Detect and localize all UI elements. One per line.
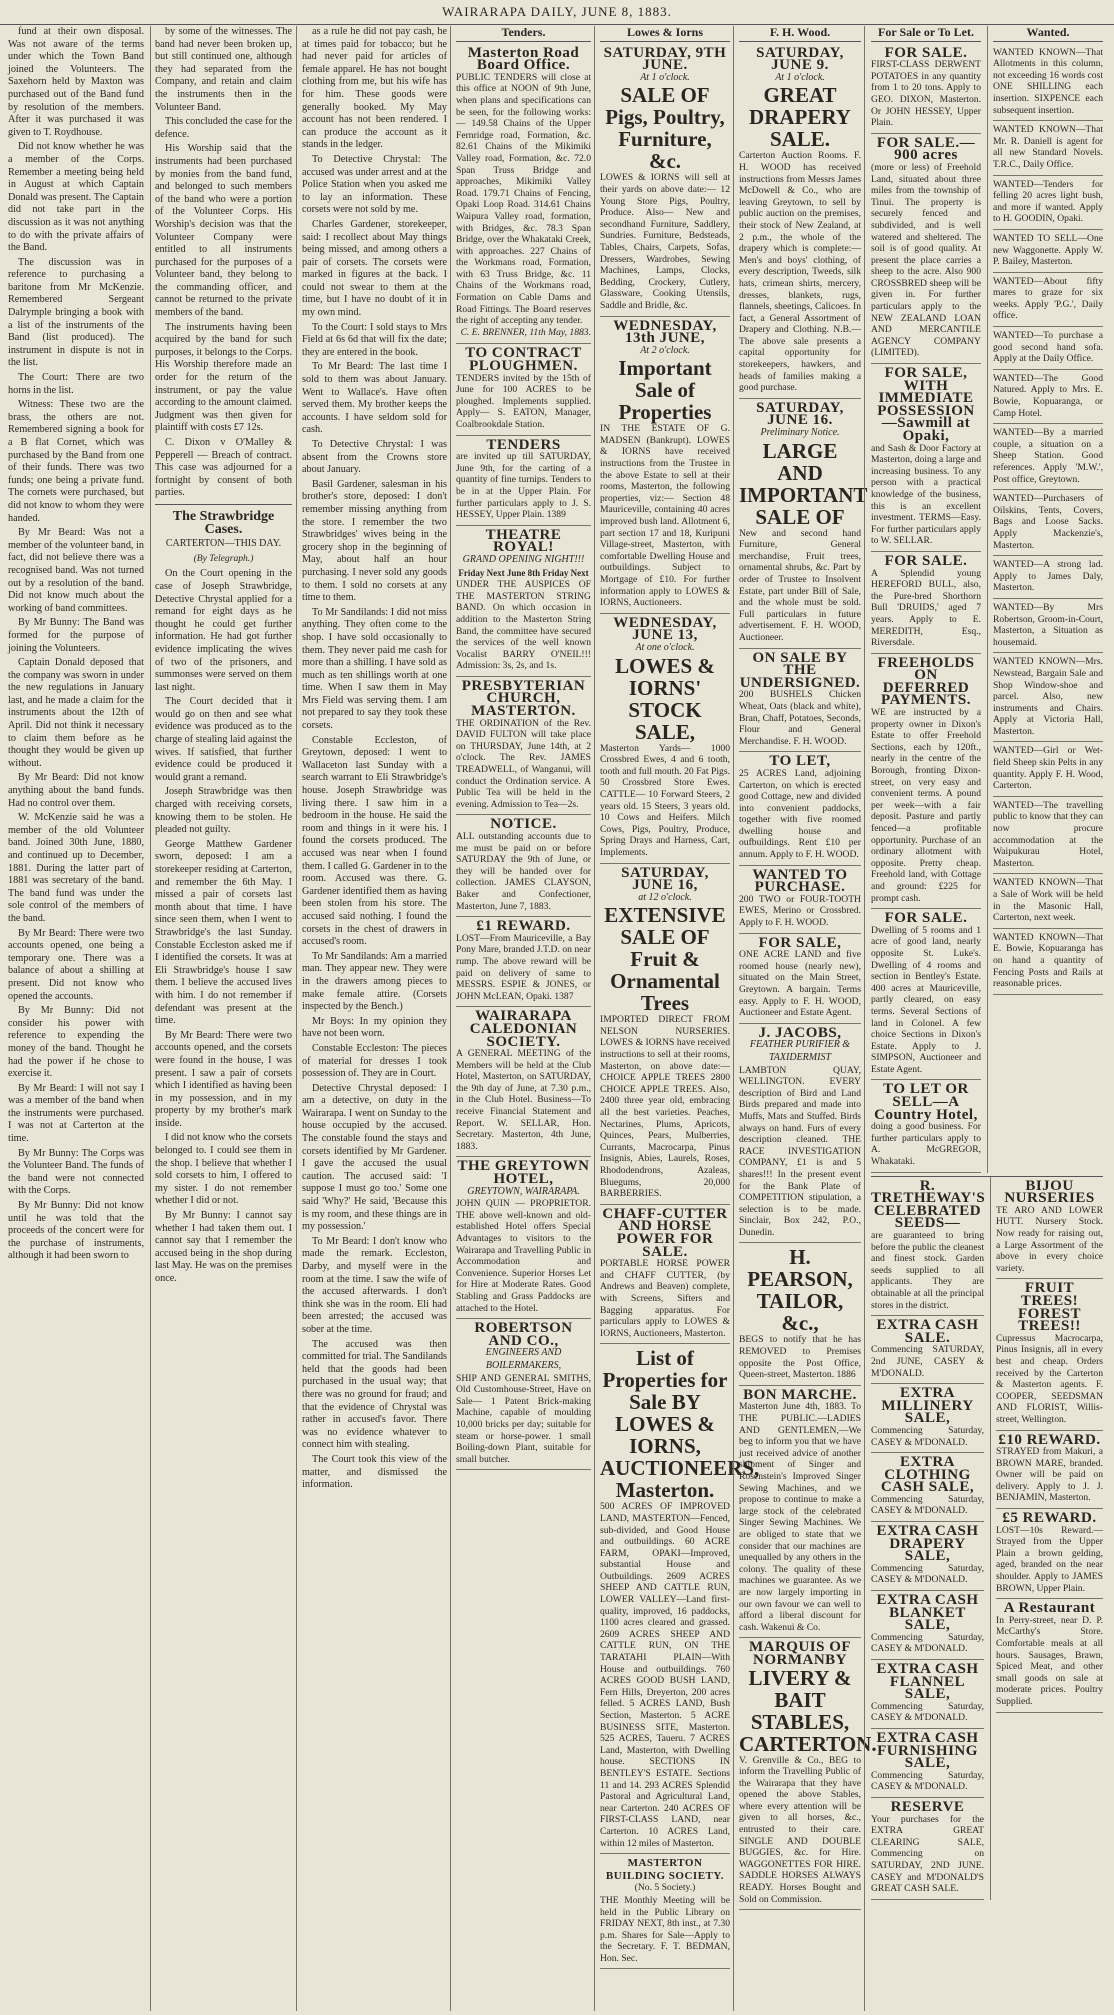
ad-text: Your purchases for the EXTRA GREAT CLEARING SALE, Commencing on SATURDAY, 2ND JUNE. CASEY and M'DONALD'S GREAT CASH SALE.	[871, 1813, 984, 1895]
ad-title: TO LET,	[769, 753, 831, 770]
ad-title: A Restaurant	[1003, 1600, 1096, 1617]
article-paragraph: To Mr Beard: I don't know who made the remark. Eccleston, Darby, and myself were in the room at the time. I saw the wife of the accused afterwards. I don't think she was in the room. Eli had been arrested; the accused was sober at the time.	[302, 1235, 447, 1335]
advertisement	[871, 909, 981, 1080]
ad-title: SATURDAY, JUNE 16,	[621, 864, 709, 894]
article-paragraph: as a rule he did not pay cash, he at times paid for tobacco; but he had never paid for articles of female apparel. He has not bought clothing from me, but his wife has for him. These goods were generally booked. My May account has not been rendered. I can produce the account as it stands in the ledger.	[302, 26, 447, 151]
column-heading: Wanted.	[993, 26, 1103, 42]
ad-subtitle: at 12 o'clock.	[638, 891, 692, 903]
ad-text: Cupressus Macrocarpa, Pinus Insignis, all in every best and cheap. Orders received by the Carterton & Masterton agents. F. COOPER, SEEDSMAN AND FLORIST, Willis-street, Wellington.	[996, 1332, 1103, 1425]
advertisement	[739, 44, 861, 399]
wanted-ad	[993, 929, 1103, 995]
ad-title: THEATRE ROYAL!	[485, 526, 562, 556]
advertisement	[871, 1316, 984, 1384]
article-paragraph: Mr Boys: In my opinion they have not been worn.	[302, 1015, 447, 1040]
article-paragraph: Basil Gardener, salesman in his brother's store, deposed: I don't remember missing anything from the store. I remember the two Strawbridges' wives being in the grocery shop in the beginning of May, about half an hour purchasing. I never sold any goods to them. I sold no corsets at any time to them.	[302, 478, 447, 604]
advertisement	[871, 1660, 984, 1729]
newspaper-page	[8, 26, 1108, 2011]
wanted-ad	[993, 273, 1103, 327]
ad-title: £1 REWARD.	[476, 918, 571, 935]
ad-title: TO CONTRACT PLOUGHMEN.	[465, 345, 582, 375]
ad-text: BEGS to notify that he has REMOVED to Premises opposite the Post Office, Queen-street, Masterton. 1886	[739, 1334, 861, 1381]
ad-text: Commencing Saturday, CASEY & M'DONALD.	[871, 1631, 984, 1655]
ad-title: WEDNESDAY, JUNE 13,	[613, 614, 717, 644]
ad-title: SATURDAY, JUNE 9.	[756, 44, 844, 74]
ad-title: Masterton Road Board Office.	[467, 44, 580, 74]
wanted-ad	[993, 424, 1103, 490]
wanted-text: WANTED—By a married couple, a situation on a Sheep Station. Good references. Apply 'M.W.', Post office, Greytown.	[993, 427, 1103, 485]
column-heading: For Sale or To Let.	[871, 26, 981, 42]
ad-text: Carterton Auction Rooms. F. H. WOOD has received instructions from Messrs James McDowell & Co., who are leaving Greytown, to sell by public auction on the premises, their stock of New Zealand, at 2 p.m., the whole of the drapery which is complete:— Men's and boys' clothing, of every description, Tweeds, silk hats, crimean shirts, mercery, dresses, blankets, rugs, flannels, sheetings, Calicoes. In fact, a General Assortment of Drapery and Clothing. N.B.—The above sale presents a capital opportunity for storekeepers, hawkers, and heads of families making a good purchase.	[739, 150, 861, 394]
article-paragraph: Detective Chrystal deposed: I am a detective, on duty in the Wairarapa. I went on Sunday to the house occupied by the accused. The constable found the stays and corsets identified by Mr Gardener. I gave the accused the usual caution. The accused said: 'I suppose I must go too.' Some one said 'Why?' He said, 'Because this is my room, and these things are in my possession.'	[302, 1082, 447, 1233]
ad-title: £10 REWARD.	[998, 1431, 1101, 1448]
advertisement	[456, 815, 591, 917]
article-paragraph: fund at their own disposal. Was not aware of the terms under which the Town Band joined the Volunteers. The Saxehorn held by Maxton was purchased out of the Band fund by resolution of the members. After it was purchased it was given to T. Roydhouse.	[8, 26, 144, 138]
ad-text: UNDER THE AUSPICES OF THE MASTERTON STRING BAND. On which occasion in addition to the Masterton String Band, the committee have secured the services of the well known Vocalist BARRY O'NEIL!!! Admission: 3s, 2s, and 1s.	[456, 579, 591, 672]
column-3	[296, 26, 447, 2011]
ad-title: FREEHOLDS ON DEFERRED PAYMENTS.	[877, 654, 975, 709]
article-paragraph: Did not know whether he was a member of the Corps. Remember a meeting being held in August at which Captain Donald was present. The Captain did not take part in the discussion as it was not anything to do with the private affairs of the Band.	[8, 141, 144, 254]
ad-title: TENDERS	[486, 436, 561, 453]
ad-title: ON SALE BY THE UNDERSIGNED.	[739, 649, 861, 691]
wanted-text: WANTED KNOWN—That Allotments in this column, not exceeding 16 words cost ONE SHILLING each insertion. SIXPENCE each subsequent insertion.	[993, 46, 1103, 116]
ad-title: FOR SALE.—900 acres	[876, 134, 976, 164]
ad-title: WAIRARAPA CALEDONIAN SOCIETY.	[469, 1008, 578, 1050]
column-heading: Lowes & Iorns	[600, 26, 730, 42]
article-paragraph: Constable Eccleston, of Greytown, deposed: I went to Wallaceton last Sunday with a search warrant to Eli Strawbridge's house. Joseph Strawbridge was living there. I saw him in a bedroom in the house. He said the room and things in it were his. I found the corsets produced. The accused was near when I found them. I called G. Gardener in to the room. Accused was there. G. Gardener identified them as having been stolen from his store. The accused said nothing. I found the corsets in the chest of drawers in accused's room.	[302, 734, 447, 948]
wanted-ad	[993, 230, 1103, 273]
ad-building-society	[600, 1854, 730, 1969]
ad-title: J. JACOBS,	[758, 1024, 842, 1041]
article-paragraph: George Matthew Gardener sworn, deposed: I am a storekeeper residing at Carterton, and remember the 6th May. I missed a pair of corsets last month about that time. I have since seen them, when I went to Strawbridge's the last Sunday. Constable Eccleston asked me if I identified the corsets. It was at Eli Strawbridge's house I saw them. I believe the accused lives with him. I do not remember if defendant was present at the time.	[155, 838, 292, 1027]
advertisement	[456, 917, 591, 1007]
ad-headline: Important Sale of Properties	[618, 356, 712, 425]
ad-title: FOR SALE,	[758, 934, 842, 951]
ad-title: PRESBYTERIAN CHURCH, MASTERTON.	[461, 677, 586, 720]
ad-text: A GENERAL MEETING of the Members will be held at the Club Hotel, Masterton, on SATURDAY, the 9th day of June, at 7.30 p.m., in the Club Hotel. Business—To receive Financial Statement and Report. W. SELLAR, Hon. Secretary. Masterton, 4th June, 1883.	[456, 1048, 591, 1152]
wanted-ad	[993, 44, 1103, 122]
advertisement	[871, 1453, 984, 1522]
advertisement	[739, 866, 861, 934]
ad-title: SATURDAY, JUNE 16.	[756, 399, 844, 429]
wanted-text: WANTED—Purchasers of Oilskins, Tents, Covers, Bags and Loose Sacks. Apply Mackenzie's, Masterton.	[993, 493, 1103, 551]
ad-text: and Sash & Door Factory at Masterton, doing a large and increasing business. To any person with a practical knowledge of the business, this is an excellent investment. TERMS—Easy. For further particulars apply to W. SELLAR.	[871, 442, 981, 547]
ad-text: LOST—From Mauriceville, a Bay Pony Mare, branded J.T.D. on near rump. The above reward will be paid on delivery of same to MESSRS. ESPIE & JONES, or JOHN McLEAN, Opaki. 1387	[456, 932, 591, 1002]
wanted-ad	[993, 327, 1103, 370]
article-paragraph: To Mr Sandilands: Am a married man. They appear new. They were in the drawers among pieces to make female attire. (Corsets inspected by the Bench.)	[302, 950, 447, 1013]
advertisement	[600, 44, 730, 317]
ad-title: THE GREYTOWN HOTEL,	[457, 1158, 590, 1188]
advertisement	[739, 1638, 877, 1910]
ad-title: EXTRA MILLINERY SALE,	[881, 1385, 974, 1427]
ad-title: EXTRA CASH FLANNEL SALE,	[876, 1661, 979, 1703]
ad-text: LOWES & IORNS will sell at their yards on above date:— 12 Young Store Pigs, Poultry, Produce. Also— New and secondhand Furniture, Saddlery, Sundries. Furniture, Bedsteads, Tables, Chairs, Carpets, Sofas, Dressers, Wardrobes, Sewing Machines, Lamps, Clocks, Bedding, Crockery, Cutlery, Glassware, Cooking Utensils, Saddle and Bridle, &c.	[600, 172, 730, 311]
ad-text: Commencing Saturday, CASEY & M'DONALD.	[871, 1700, 984, 1724]
wanted-text: WANTED—By Mrs Robertson, Groom-in-Court, Masterton, a Situation as housemaid.	[993, 601, 1103, 648]
ad-title: MASTERTON BUILDING SOCIETY.	[605, 1857, 725, 1882]
advertisement	[871, 1798, 984, 1900]
ad-text: (more or less) of Freehold Land, situated about three miles from the township of Tinui. The property is securely fenced and subdivided, and is well watered and sheltered. The soil is of good quality. At present the place carries a sheep to the acre. Also 900 CROSSBRED sheep will be given in. For further particulars apply to the NEW ZEALAND LOAN AND MERCANTILE AGENCY COMPANY (LIMITED).	[871, 161, 981, 359]
wanted-ad	[993, 176, 1103, 230]
advertisement	[600, 614, 730, 864]
article-subheading: CARTERTON—THIS DAY.	[165, 538, 282, 550]
ad-title: EXTRA CASH FURNISHING SALE,	[876, 1729, 979, 1772]
article-byline: (By Telegraph.)	[193, 552, 254, 564]
ad-title: FOR SALE.	[884, 44, 968, 61]
advertisement	[871, 1729, 984, 1798]
ad-subtitle: At 1 o'clock.	[640, 71, 690, 83]
wanted-text: WANTED—The travelling public to know that they can now procure accommodation at the Waipukurau Hotel, Masterton.	[993, 799, 1103, 869]
ad-text: 200 BUSHELS Chicken Wheat, Oats (black and white), Bran, Chaff, Potatoes, Seconds, Flour and General Merchandise. F. H. WOOD.	[739, 689, 861, 747]
advertisement	[996, 1431, 1103, 1510]
ad-headline: SALE OF Pigs, Poultry, Furniture, &c.	[605, 83, 725, 174]
wanted-text: WANTED KNOWN—Mrs. Newstead, Bargain Sale and Shop Window-shoe and parcel. Also, new instruments and Chairs. Apply at Victoria Hall, Masterton.	[993, 656, 1103, 737]
advertisement	[739, 1243, 861, 1385]
article-paragraph: By Mr Beard: There were two accounts opened, and the corsets were found in the house, I was present. I saw a pair of corsets which I identified as having been in my possession, and in my property by my brother's mark inside.	[155, 1029, 292, 1129]
ad-text: doing a good business. For further particulars apply to A. McGREGOR, Whakataki.	[871, 1121, 981, 1168]
ad-subtitle: GRAND OPENING NIGHT!!!	[462, 553, 585, 565]
ad-subtitle: (No. 5 Society.)	[634, 1882, 696, 1894]
ad-text: In Perry-street, near D. P. McCarthy's Store. Comfortable meals at all hours. Sausages, Brawn, Spiced Meat, and other small goods on sale at moderate prices. Poultry Supplied.	[996, 1614, 1103, 1707]
ad-text: New and second hand Furniture, General merchandise, Fruit trees, ornamental shrubs, &c. Part by order of Trustee to Insolvent Estate, part under Bill of Sale, and the whole must be sold. Full particulars in future advertisement. F. H. WOOD, Auctioneer.	[739, 527, 861, 643]
ad-subtitle: FEATHER PURIFIER & TAXIDERMIST	[749, 1039, 851, 1063]
ad-text: Commencing Saturday, CASEY & M'DONALD.	[871, 1769, 984, 1793]
ad-title: EXTRA CASH DRAPERY SALE,	[876, 1523, 979, 1565]
ad-title: RESERVE	[890, 1798, 965, 1815]
ad-text: 200 TWO or FOUR-TOOTH EWES, Merino or Crossbred. Apply to F. H. WOOD.	[739, 893, 861, 929]
ad-title: BON MARCHE.	[743, 1386, 857, 1403]
ad-title: WANTED TO PURCHASE.	[752, 866, 848, 896]
ad-text: 25 ACRES Land, adjoining Carterton, on which is erected good Cottage, new and divided into convenient paddocks, together with five roomed dwelling house and oufbuildings. Rent £10 per annum. Apply to F. H. WOOD.	[739, 767, 861, 861]
article-paragraph: This concluded the case for the defence.	[155, 116, 293, 140]
advertisement	[871, 44, 981, 134]
article-paragraph: I did not know who the corsets belonged to. I could see them in the shop. I believe that whether I sold corsets to him, I offered to my sister. I do not remember whether I did or not.	[155, 1132, 292, 1207]
advertisement	[871, 134, 981, 364]
advertisement	[996, 1509, 1103, 1599]
wanted-text: WANTED TO SELL—One new Waggonette. Apply W. P. Bailey, Masterton.	[993, 232, 1103, 268]
ad-title: TO LET OR SELL—A Country Hotel,	[874, 1081, 978, 1123]
ad-headline: LOWES & IORNS' STOCK SALE,	[615, 653, 715, 744]
advertisement	[871, 1522, 984, 1591]
ad-title: EXTRA CASH BLANKET SALE,	[876, 1592, 979, 1634]
ad-title: SATURDAY, 9TH JUNE.	[603, 44, 727, 74]
article-paragraph: His Worship said that the instruments had been purchased by monies from the band fund, and belonged to such members of the band who were a portion of the Volunteer Corps. His Worship's decision was that the Volunteer Company were entitled to all instruments purchased for the purposes of a Volunteer band, they belong to the commanding officer, and cannot be returned to the private members of the band.	[155, 143, 292, 319]
ad-signature: C. E. BRENNER, 11th May, 1883.	[460, 326, 591, 338]
ad-text: FIRST-CLASS DERWENT POTATOES in any quantity from 1 to 20 tons. Apply to GEO. DIXON, Masterton. Or JOHN HESSEY, Upper Plain.	[871, 59, 981, 129]
ad-title: EXTRA CLOTHING CASH SALE,	[880, 1454, 975, 1496]
advertisement	[456, 677, 591, 816]
article-paragraph: By Mr Beard: There were two accounts opened, one being a temporary one. There was a balance of about a shilling at present. Did not know who opened the accounts.	[8, 927, 144, 1002]
ad-title: MARQUIS OF NORMANBY	[748, 1639, 852, 1668]
ad-headline: EXTENSIVE SALE OF Fruit & Ornamental Trees	[604, 903, 726, 1016]
article-paragraph: To Mr Sandilands: I did not miss anything. They often come to the shop. I have sold occasionally to them. They never paid me cash for more than a shilling. I have sold as much as ten shillings worth at one time. When I saw them in May Mrs Field was serving them. I am not prepared to say they took these corsets.	[302, 606, 447, 732]
ad-headline: LARGE AND IMPORTANT SALE OF	[739, 438, 868, 529]
advertisement	[871, 1384, 984, 1453]
article-paragraph: On the Court opening in the case of Joseph Strawbridge, Detective Chrystal applied for a remand for eight days as he thought he could get further information. He had got further evidence implicating the wives of two of the prisoners, and summonses were served on them last night.	[155, 568, 292, 693]
ad-title: CHAFF-CUTTER AND HORSE POWER FOR SALE.	[602, 1205, 728, 1260]
article-paragraph: To Detective Chrystal: I was absent from the Crowns store about January.	[302, 439, 447, 476]
ad-subtitle: ENGINEERS AND BOILERMAKERS,	[485, 1347, 562, 1371]
article-paragraph: To Mr Beard: The last time I sold to them was about January. Went to Wallace's. Have often served them. My brother keeps the accounts. I have seldom sold for cash.	[302, 361, 447, 436]
wanted-text: WANTED—Tenders for felling 20 acres light bush, and more if wanted. Apply to H. GOODIN, Opaki.	[993, 178, 1103, 225]
column-1	[8, 26, 144, 2011]
ad-title: WEDNESDAY, 13th JUNE,	[613, 317, 717, 347]
advertisement	[739, 752, 861, 865]
column-heading: F. H. Wood.	[739, 26, 861, 42]
ad-text: LAMBTON QUAY, WELLINGTON. EVERY description of Bird and Land Birds prepared and made into Muffs, Mats and Stuffed. Birds always on hand. Furs of every description cleaned. THE RACE INVESTIGATION COMPANY, £1 is and 5 shares!!! In the present event for the Bank Plate of COMPETITION stipulation, a selection is to be made. Sinclair, Box 242, P.O., Dunedin.	[739, 1064, 861, 1238]
wanted-section	[987, 26, 1103, 1173]
ad-text: are guaranteed to bring before the public the cleanest and finest stock. Garden seeds supplied to all applicants. They are obtainable at all the principal stores in the district.	[871, 1230, 984, 1311]
ad-text: THE Monthly Meeting will be held in the Public Library on FRIDAY NEXT, 8th inst., at 7.30 p.m. Shares for Sale—Apply to the Secretary. F. T. BEDMAN, Hon. Sec.	[600, 1894, 730, 1964]
advertisement	[456, 1157, 591, 1319]
ad-text: IN THE ESTATE OF G. MADSEN (Bankrupt). LOWES & IORNS have received instructions from the Trustee in the above Estate to sell at their rooms, Masterton, the following properties, viz:— Section 48 Mauriceville, containing 40 acres improved bush land. Allotment 6, part section 17 and 18, Kuripuni Village-street, Masterton, with comfortable Dwelling House and outbuildings. Subject to Mortgage of £10. For further information apply to LOWES & IORNS, Auctioneers.	[600, 423, 730, 609]
advertisement	[739, 1386, 861, 1638]
wanted-ad	[993, 874, 1103, 928]
advertisement	[996, 1279, 1103, 1430]
wanted-ad	[993, 742, 1103, 796]
article-paragraph: Constable Eccleston: The pieces of material for dresses I took possession of. They are in Court.	[302, 1042, 447, 1080]
ad-text: TE ARO AND LOWER HUTT. Nursery Stock. Now ready for raising out, a Large Assortment of the above in every choice variety.	[996, 1204, 1103, 1274]
ad-text: A Splendid young HEREFORD BULL, also, the Pure-bred Shorthorn Bull 'DRUIDS,' aged 7 years. Apply to E. MEREDITH, Esq., Riversdale.	[871, 567, 981, 649]
ad-title: R. TRETHEWAY'S CELEBRATED SEEDS—	[871, 1177, 986, 1232]
advertisement	[739, 649, 861, 753]
ad-text: Masterton Yards— 1000 Crossbred Ewes, 4 and 6 tooth, tooth and full mouth. 20 Fat Pigs. 50 Crossbred Store Ewes. CATTLE— 10 Forward Steers, 2 years old. 15 Steers, 3 years old. 10 Cows and Heifers. Milch Cows, Pigs, Poultry, Produce, Spring Drays and Harness, Cart, Implements.	[600, 742, 730, 858]
article-paragraph: By Mr Bunny: The Corps was the Volunteer Band. The funds of the band were not connected with the Corps.	[8, 1147, 144, 1197]
ad-text: Commencing Saturday, CASEY & M'DONALD.	[871, 1562, 984, 1586]
article-paragraph: By Mr Bunny: I cannot say whether I had taken them out. I cannot say that I remember the accused being in the shop during last May. He was on the premises once.	[155, 1210, 292, 1284]
ad-text: are invited up till SATURDAY, June 9th, for the carting of a quantity of fine turnips. Tenders to be in at the Upper Plain. For further particulars apply to J. S. HESSEY, Upper Plain. 1389	[456, 451, 591, 521]
advertisement	[600, 864, 730, 1205]
ad-text: Dwelling of 5 rooms and 1 acre of good land, nearly opposite St. Luke's. Dwelling of 4 rooms and section in Bentley's Estate. 400 acres at Mauriceville, partly cleared, on easy terms. Several Sections of land in Colonel. A few choice Sections in Dixon's Estate. Apply to J. SIMPSON, Auctioneer and Estate Agent.	[871, 924, 981, 1075]
article-paragraph: To the Court: I sold stays to Mrs Field at 6s 6d that will fix the date; they are entered in the book.	[302, 321, 447, 358]
nursery-section	[990, 1177, 1103, 1900]
article-heading: The Strawbridge Cases.	[172, 508, 275, 537]
ad-text: ONE ACRE LAND and five roomed house (nearly new), situated on the Main Street, Greytown. A bargain. Terms easy. Apply to F. H. WOOD, Auctioneer and Estate Agent.	[739, 949, 861, 1019]
wanted-text: WANTED—Girl or Wet-field Sheep skin Pelts in any quantity. Apply F. H. Wood, Carterton.	[993, 745, 1103, 792]
advertisement	[739, 399, 868, 649]
casey-mdonald-section	[871, 1177, 984, 1900]
article-paragraph: Witness: These two are the brass, the others are not. Remembered signing a book for a B flat Cornet, which was purchased by the Band from one of their funds. There was two funds; one being a private fund. The cornets were purchased, but did not know to whom they were handed.	[8, 399, 144, 524]
column-5-lowes-iorns	[594, 25, 760, 2011]
article-paragraph: Charles Gardener, storekeeper, said: I recollect about May things being missed, and among others a pair of corsets. The corsets were marked in figures at the back. I could not swear to them at the time, but I have no doubt of it in my own mind.	[302, 218, 447, 319]
article-paragraph: To Detective Chrystal: The accused was under arrest and at the Police Station when you asked me to lay an information. These corsets were not sold by me.	[302, 153, 447, 216]
ad-title: EXTRA CASH SALE.	[876, 1317, 979, 1346]
advertisement	[996, 1177, 1103, 1280]
article-paragraph: The instruments having been acquired by the band for such purposes, it belongs to the Corps. His Worship therefore made an order for the return of the instrument, or pay the value according to the amount claimed. Judgment was then given for plaintiff with costs £7 12s.	[155, 321, 292, 434]
article-paragraph: W. McKenzie said he was a member of the old Volunteer band. Joined 30th June, 1880, and continued up to December, 1881. During the latter part of 1881 was secretary of the band. The band fund was under the sole control of the members of the band.	[8, 812, 144, 924]
wanted-text: WANTED—The Good Natured. Apply to Mrs. E. Bowie, Kopuaranga, or Camp Hotel.	[993, 372, 1103, 419]
ad-subtitle: At 2 o'clock.	[640, 344, 690, 356]
article-paragraph: By Mr Beard: Did not know anything about the band funds. Had no control over them.	[8, 772, 144, 809]
advertisement	[871, 1080, 981, 1172]
advertisement	[996, 1599, 1103, 1712]
article-paragraph: C. Dixon v O'Malley & Pepperell — Breach of contract. This case was adjourned for a fortnight by consent of both parties.	[155, 437, 292, 499]
ad-text: Commencing Saturday, CASEY & M'DONALD.	[871, 1493, 984, 1517]
wanted-text: WANTED—About fifty mares to graze for six weeks. Apply 'P.G.', Daily office.	[993, 275, 1103, 322]
ad-title: FOR SALE, WITH IMMEDIATE POSSESSION—Sawmill at Opaki,	[877, 365, 975, 444]
ad-text: SHIP AND GENERAL SMITHS, Old Customhouse-Street, Have on Sale— 1 Patent Brick-making Machine, capable of moulding 10,000 bricks per day; suitable for steam or horse-power. 1 small Boiling-down Plant, suitable for small butcher.	[456, 1372, 591, 1465]
ad-headline: LIVERY & BAIT STABLES, CARTERTON.	[739, 1665, 877, 1756]
advertisement	[739, 934, 861, 1024]
article-paragraph: By Mr Beard: I will not say I was a member of the band when the instruments were purchased. I was not at Carterton at the time.	[8, 1082, 144, 1145]
ad-title: FRUIT TREES! FOREST TREES!!	[1017, 1280, 1081, 1335]
wanted-text: WANTED KNOWN—That a Sale of Work will be held in the Masonic Hall, Carterton, next week.	[993, 877, 1103, 924]
wanted-ad	[993, 490, 1103, 556]
ad-subtitle: GREYTOWN, WAIRARAPA.	[467, 1185, 580, 1197]
ad-title: £5 REWARD.	[1002, 1510, 1097, 1527]
column-6-fh-wood	[733, 25, 877, 2011]
advertisement	[456, 344, 591, 435]
ad-text: ALL outstanding accounts due to me must be paid on or before SATURDAY the 9th of June, or they will be handed over for collection. JAMES CLAYSON, Baker and Confectioner, Masterton, June 7, 1883.	[456, 831, 591, 912]
ad-text: Masterton June 4th, 1883. To THE PUBLIC.—LADIES AND GENTLEMEN,—We beg to inform you that we have just received advice of another shipment of Singer and Rosenstein's Improved Singer Sewing Machines, and we propose to continue to make a large stock of the celebrated Singer Sewing Machines. We are obliged to state that we consider that our machines are unequalled by any others in the colony. The quality of these machines we guarantee. As we are now largely importing in our own favour we can well to afford a liberal discount for cash. Wakenui & Co.	[739, 1401, 861, 1633]
column-heading: Tenders.	[456, 26, 591, 42]
ad-text: PORTABLE HORSE POWER and CHAFF CUTTER, (by Andrews and Beaven) complete, with Screens, Sifters and Bagging apparatus. For particulars apply to LOWES & IORNS, Auctioneers, Masterton.	[600, 1258, 730, 1339]
ad-subtitle: Preliminary Notice.	[760, 427, 840, 439]
article-paragraph: Captain Donald deposed that the company was sworn in under the new regulations in January last, and he made a claim for the instruments about the 12th of April. Did not think it necessary to claim them before as he thought they would be given up without.	[8, 657, 144, 769]
article-paragraph: By Mr Bunny: The Band was formed for the purpose of joining the Volunteers.	[8, 617, 144, 654]
wanted-ad	[993, 797, 1103, 875]
wanted-text: WANTED KNOWN—That E. Bowie, Kopuaranga has on hand a quantity of Fencing Posts and Rails at reasonable prices.	[993, 931, 1103, 990]
article-paragraph: The discussion was in reference to purchasing a baritone from Mr McKenzie. Remembered Sergeant Dalrymple bringing a book with a list of the instruments of the Band (list produced). The instrument in dispute is not in the list.	[8, 256, 144, 369]
advertisement	[871, 552, 981, 654]
advertisement	[456, 1319, 591, 1470]
wanted-ad	[993, 653, 1103, 742]
column-4-tenders	[450, 26, 591, 2011]
advertisement	[456, 1007, 591, 1157]
ad-dates: Friday Next June 8th Friday Next	[458, 567, 589, 578]
article-paragraph: The Court: There are two horns in the list.	[8, 372, 144, 396]
article-paragraph: By Mr Bunny: Did not know until he was told that the proceeds of the concert were for the purchase of instruments, although it had been sworn to	[8, 1200, 144, 1262]
article-paragraph: By Mr Beard: Was not a member of the volunteer band, in fact, did not believe there was a recognised band. Was not turned out by a resolution of the band. Did not know much about the working of band committees.	[8, 527, 144, 614]
advertisement	[739, 1024, 861, 1244]
masthead	[0, 0, 1114, 25]
ad-text: JOHN QUIN — PROPRIETOR. THE above well-known and old-established Hotel offers Special Advantages to visitors to the Wairarapa and Travelling Public in Accommodation and Convenience. Superior Horses Let for Hire at Moderate Rates. Good Stabling and Grass Paddocks are attached to the Hotel.	[456, 1198, 591, 1314]
ad-text: Commencing Saturday, CASEY & M'DONALD.	[871, 1424, 984, 1448]
advertisement	[600, 317, 730, 614]
advertisement	[600, 1344, 760, 1854]
article-paragraph: By Mr Bunny: Did not consider his power with reference to expending the money of the band. Thought he had the power if he chose to exercise it.	[8, 1005, 144, 1080]
ad-text: TENDERS invited by the 15th of June for 100 ACRES to be ploughed. Implements supplied. Apply— S. EATON, Manager, Coalbrookdale Station.	[456, 372, 591, 430]
ad-text: STRAYED from Makuri, a BROWN MARE, branded. Owner will be paid on delivery. Apply to J. J. BENJAMIN, Masterton.	[996, 1446, 1103, 1504]
advertisement	[871, 1591, 984, 1660]
article-paragraph: by some of the witnesses. The band had never been broken up, but still continued one, although they had separated from the Company, and retain and claim the instruments then in the Volunteer Band.	[155, 26, 292, 113]
wanted-ad	[993, 556, 1103, 599]
wanted-ad	[993, 121, 1103, 175]
for-sale-section	[871, 26, 981, 1173]
advertisement	[871, 654, 981, 909]
ad-text: THE ORDINATION of the Rev. DAVID FULTON will take place on THURSDAY, June 14th, at 2 o'clock. The Rev. JAMES TREADWELL, of Wanganui, will conduct the Ordination service. A Public Tea will be held in the evening. Admission to Tea—2s.	[456, 717, 591, 810]
ad-text: 500 ACRES OF IMPROVED LAND, MASTERTON—Fenced, sub-divided, and Good House and outbuildings. 60 ACRE FARM, OPAKI—Improved, substantial House and Outbuildings. 2609 ACRES SHEEP AND CATTLE RUN, LOWER VALLEY—Land first-quality, improved, 16 paddocks, 1100 acres cleared and grassed. 2609 ACRES SHEEP AND CATTLE RUN, ON THE TARATAHI PLAIN—With House and outbuildings. 760 ACRES GOOD BUSH LAND, Fern Hills, Dreyerton, 200 acres felled. 5 ACRES LAND, Bush Section, Masterton. 5 ACRE BUSINESS SITE, Masterton. 525 ACRES, Taueru. 7 ACRES Land, Masterton, with Dwelling house. SECTIONS IN BENTLEY'S ESTATE. Sections 11 and 14. 293 ACRES Splendid Pastoral and Agricultural Land, near Carterton. 240 ACRES OF FIRST-CLASS LAND, near Carterton. 10 ACRES Land, within 12 miles of Masterton.	[600, 1501, 730, 1849]
advertisement	[871, 1177, 984, 1317]
advertisement	[456, 526, 591, 677]
article-paragraph: Joseph Strawbridge was then charged with receiving corsets, knowing them to be stolen. He pleaded not guilty.	[155, 786, 292, 836]
ad-title: NOTICE.	[490, 816, 557, 833]
ad-title: FOR SALE.	[884, 552, 968, 569]
ad-text: Commencing SATURDAY, 2nd JUNE, CASEY & M'DONALD.	[871, 1344, 984, 1379]
wanted-ad	[993, 370, 1103, 424]
advertisement	[456, 44, 591, 345]
ad-text: IMPORTED DIRECT FROM NELSON NURSERIES. LOWES & IORNS have received instructions to sell at their rooms, Masterton, on above date:— CHOICE APPLE TREES 2800 CHOICE APPLE TREES. Also, 2400 three year old, embracing all the best varieties. Peaches, Nectarines, Plums, Apricots, Quinces, Pears, Mulberries, Currants, Macrocarpa, Pinus Insignis, Abies, Laurels, Roses, Rhododendrons, Azaleas, Bluegums, 20,000 BARBERRIES.	[600, 1014, 730, 1200]
advertisement	[600, 1205, 730, 1345]
ad-headline: List of Properties for Sale BY LOWES & IORNS, AUCTIONEERS, Masterton.	[600, 1346, 760, 1503]
ad-subtitle: At one o'clock.	[635, 641, 695, 653]
wanted-ad	[993, 599, 1103, 653]
ad-title: BIJOU NURSERIES	[1004, 1177, 1095, 1207]
ad-title: FOR SALE.	[884, 910, 968, 927]
divider	[155, 504, 292, 505]
masthead-title: WAIRARAPA DAILY, JUNE 8, 1883.	[442, 4, 672, 19]
ad-text: LOST—10s Reward.—Strayed from the Upper Plain a brown gelding, aged, branded on the near shoulder. Apply to JAMES BROWN, Upper Plain.	[996, 1524, 1103, 1594]
ad-headline: H. PEARSON, TAILOR, &c.,	[747, 1245, 853, 1336]
ad-text: PUBLIC TENDERS will close at this office at NOON of 9th June, when plans and specifications can be seen, for the following works:— 149.58 Chains of the Upper Fernridge road, Formation, &c. 82.61 Chains of the Mikimiki Valley road, Formation, &c. 72.0 Span Truss Bridge and approaches, Mikimiki Valley Road. 179.71 Chains of Fencing, Opaki Loop Road. 314.61 Chains Waipura Valley road, formation, with Bridges, &c. 78.3 Span Bridge, over the Whakataki Creek, with approaches. 227 Chains of the Workmans road, Formation, with 63 Truss Bridge, &c. 11 Chains of the Workmans road, Formation on Cable Dams and Road Fittings. The Board reserves the right of accepting any tender.	[456, 71, 591, 327]
advertisement	[871, 364, 981, 552]
ad-text: V. Grenville & Co., BEG to inform the Travelling Public of the Wairarapa that they have opened the above Stables, where every attention will be given to all horses, &c., entrusted to their care. SINGLE AND DOUBLE BUGGIES, &c. for Hire. WAGGONETTES FOR HIRE. SADDLE HORSES ALWAYS READY. Horses Bought and Sold on Commission.	[739, 1754, 861, 1905]
ad-title: ROBERTSON AND CO.,	[474, 1320, 573, 1349]
column-2	[150, 26, 292, 2011]
ad-headline: GREAT DRAPERY SALE.	[749, 83, 851, 152]
wanted-text: WANTED—A strong lad. Apply to James Daly, Masterton.	[993, 559, 1103, 594]
ad-subtitle: At 1 o'clock.	[775, 71, 825, 83]
wanted-text: WANTED—To purchase a good second hand sofa. Apply at the Daily Office.	[993, 330, 1103, 365]
wanted-text: WANTED KNOWN—That Mr. R. Daniell is agent for all new Standard Novels. T.R.C., Daily Office.	[993, 124, 1103, 170]
ad-text: WE are instructed by a property owner in Dixon's Estate to offer Freehold Sections, each by 120ft., nearly in the centre of the Borough, fronting Dixon-street, on very easy and convenient terms. A pound per week—with a fair deposit. Pasture and partly fenced—a profitable opportunity. Purchase of an ordinary allotment with opposite. Pretty cheap. Freehold land, with Cottage and ground: £225 for prompt cash.	[871, 707, 981, 904]
article-paragraph: The accused was then committed for trial. The Sandilands held that the goods had been purchased in the usual way; that there was no ground for fraud; and that the evidence of Chrystal was rather in accused's favor. There was no evidence whatever to connect him with stealing.	[302, 1338, 447, 1451]
article-paragraph: The Court decided that it would go on then and see what evidence was produced as to the charge of stealing laid against the wives. If satisfied, that further evidence could be produced it would grant a remand.	[155, 696, 292, 783]
column-7-classifieds	[864, 26, 1103, 2011]
article-paragraph: The Court took this view of the matter, and dismissed the information.	[302, 1453, 447, 1491]
advertisement	[456, 436, 591, 526]
